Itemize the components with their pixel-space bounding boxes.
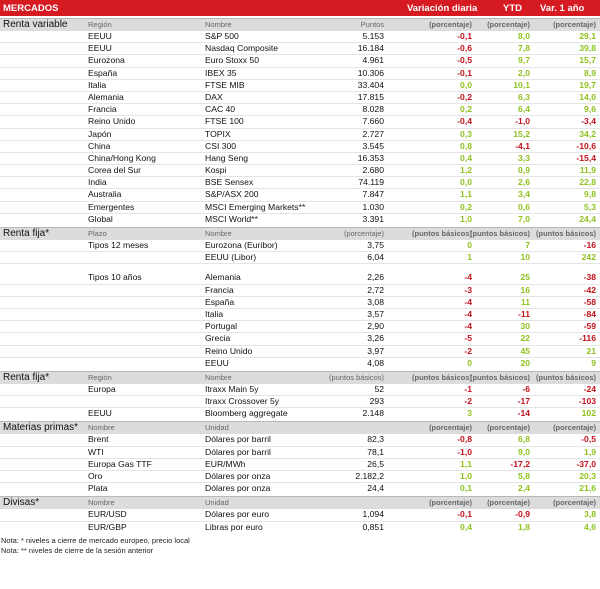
table-cell: 3.545 xyxy=(362,140,384,151)
section-renta-fija-credito xyxy=(0,371,600,420)
table-cell: 10.306 xyxy=(357,67,384,78)
table-cell: Bloomberg aggregate xyxy=(205,408,288,419)
table-cell: 0,1 xyxy=(460,483,472,494)
table-row xyxy=(0,285,600,297)
table-cell: 20,3 xyxy=(579,471,596,481)
table-cell: Libras por euro xyxy=(205,521,263,532)
table-row xyxy=(0,153,600,165)
table-cell: India xyxy=(88,177,107,188)
table-cell: 45 xyxy=(520,345,530,356)
table-cell: 22 xyxy=(520,333,530,344)
table-cell: 0,8 xyxy=(460,140,472,151)
page-title: MERCADOS xyxy=(3,3,59,14)
table-cell: 14,0 xyxy=(579,91,596,102)
table-cell: Australia xyxy=(88,189,122,200)
column-header: (porcentaje) xyxy=(343,229,384,238)
table-cell: 3,4 xyxy=(518,189,530,200)
table-cell: España xyxy=(88,67,118,78)
table-cell: EEUU xyxy=(88,43,112,54)
table-cell: 1,2 xyxy=(460,165,472,176)
table-cell: 15,2 xyxy=(513,128,530,139)
table-cell: 22,8 xyxy=(579,177,596,188)
table-cell: -0,9 xyxy=(515,509,530,520)
table-cell: 4.961 xyxy=(362,55,384,66)
table-cell: 5.153 xyxy=(362,31,384,41)
table-cell: Plata xyxy=(88,483,108,494)
table-cell: EUR/MWh xyxy=(205,458,246,469)
table-cell: CSI 300 xyxy=(205,140,237,151)
table-cell: 4,08 xyxy=(367,357,384,368)
table-cell: China xyxy=(88,140,111,151)
table-cell: 16.353 xyxy=(357,152,384,163)
table-cell: 1,0 xyxy=(460,213,472,224)
table-row xyxy=(0,43,600,55)
table-cell: -4 xyxy=(464,321,472,332)
table-cell: 102 xyxy=(581,408,596,419)
table-cell: Global xyxy=(88,213,113,224)
table-row xyxy=(0,483,600,494)
column-header: Nombre xyxy=(205,372,232,382)
table-cell: 6,04 xyxy=(367,252,384,263)
table-cell: 16 xyxy=(520,284,530,295)
table-cell: -24 xyxy=(583,383,596,394)
table-cell: 26,5 xyxy=(367,458,384,469)
column-header: Región xyxy=(88,20,112,29)
table-row xyxy=(0,408,600,419)
table-cell: 74.119 xyxy=(358,177,384,188)
title-bar xyxy=(0,0,600,16)
table-cell: -1 xyxy=(464,383,472,394)
table-cell: Oro xyxy=(88,471,103,481)
table-cell: 3 xyxy=(467,408,472,419)
table-cell: 33.404 xyxy=(357,79,384,90)
table-cell: 30 xyxy=(520,321,530,332)
table-cell: FTSE MIB xyxy=(205,79,245,90)
table-cell: Tipos 12 meses xyxy=(88,240,149,250)
table-cell: -0,2 xyxy=(457,91,472,102)
table-row xyxy=(0,202,600,214)
table-cell: 9,6 xyxy=(584,104,596,115)
table-cell: 0,4 xyxy=(460,152,472,163)
table-cell: 3.391 xyxy=(362,213,384,224)
table-cell: 9,8 xyxy=(584,189,596,200)
table-cell: -0,5 xyxy=(581,434,596,445)
table-cell: Japón xyxy=(88,128,112,139)
table-cell: -37,0 xyxy=(576,458,596,469)
column-header: Nombre xyxy=(88,498,115,508)
table-cell: Dólares por euro xyxy=(205,509,270,520)
table-cell: -3 xyxy=(464,284,472,295)
table-cell: -59 xyxy=(583,321,596,332)
table-cell: 3,97 xyxy=(367,345,384,356)
table-cell: 9 xyxy=(591,357,596,368)
table-cell: EEUU xyxy=(88,408,112,419)
table-cell: MSCI World** xyxy=(205,213,258,224)
table-cell: 1,1 xyxy=(460,189,472,200)
column-header: (porcentaje) xyxy=(553,20,596,29)
column-header: Nombre xyxy=(205,229,232,238)
table-cell: Europa xyxy=(88,383,116,394)
table-cell: Itraxx Crossover 5y xyxy=(205,396,280,407)
table-row xyxy=(0,384,600,396)
table-cell: EUR/GBP xyxy=(88,521,127,532)
table-cell: -84 xyxy=(583,308,596,319)
table-cell: 0,6 xyxy=(518,201,530,212)
table-row xyxy=(0,80,600,92)
table-cell: Europa Gas TTF xyxy=(88,458,152,469)
table-cell: -0,1 xyxy=(457,67,472,78)
section-title: Materias primas* xyxy=(3,422,79,434)
footnotes xyxy=(0,536,600,556)
table-cell: MSCI Emerging Markets** xyxy=(205,201,306,212)
table-cell: -3,4 xyxy=(581,116,596,127)
table-cell: 10,1 xyxy=(513,79,530,90)
table-row xyxy=(0,272,600,284)
table-cell: 1,1 xyxy=(460,458,472,469)
table-cell: Dólares por onza xyxy=(205,471,271,481)
column-header: (puntos básicos) xyxy=(328,372,384,382)
table-row xyxy=(0,333,600,345)
table-row xyxy=(0,471,600,483)
column-header: (porcentaje) xyxy=(553,423,596,433)
table-cell: -15,4 xyxy=(576,152,596,163)
section-header xyxy=(0,371,600,384)
table-cell: Brent xyxy=(88,434,109,445)
table-cell: 8,0 xyxy=(518,31,530,41)
table-cell: Nasdaq Composite xyxy=(205,43,279,54)
column-header: Región xyxy=(88,372,112,382)
table-cell: -116 xyxy=(579,333,596,344)
column-header: Plazo xyxy=(88,229,107,238)
table-cell: China/Hong Kong xyxy=(88,152,156,163)
table-cell: 1,9 xyxy=(584,446,596,457)
table-cell: Portugal xyxy=(205,321,238,332)
table-cell: -0,8 xyxy=(457,434,472,445)
column-header: (puntos básicos) xyxy=(469,229,530,238)
table-cell: EUR/USD xyxy=(88,509,127,520)
table-cell: Italia xyxy=(88,79,107,90)
column-header: Unidad xyxy=(205,498,229,508)
table-cell: 0,0 xyxy=(460,79,472,90)
footnote: Nota: ** niveles de cierre de la sesión anterior xyxy=(1,545,154,555)
table-cell: -2 xyxy=(464,345,472,356)
table-cell: Hang Seng xyxy=(205,152,249,163)
table-cell: -10,6 xyxy=(576,140,596,151)
table-cell: Dólares por onza xyxy=(205,483,271,494)
table-cell: Kospi xyxy=(205,165,227,176)
table-cell: Italia xyxy=(205,308,224,319)
table-row xyxy=(0,240,600,252)
table-cell: 0,2 xyxy=(460,201,472,212)
section-header xyxy=(0,18,600,31)
column-header: (porcentaje) xyxy=(487,20,530,29)
table-cell: 0,3 xyxy=(460,128,472,139)
table-cell: 1,8 xyxy=(518,521,530,532)
column-header: (porcentaje) xyxy=(429,423,472,433)
row-gap xyxy=(0,264,600,272)
table-cell: 7.660 xyxy=(362,116,384,127)
table-cell: 6,8 xyxy=(518,434,530,445)
section-header xyxy=(0,496,600,509)
table-cell: EEUU xyxy=(205,357,229,368)
table-cell: 15,7 xyxy=(579,55,596,66)
table-row xyxy=(0,346,600,358)
column-header: (puntos básicos) xyxy=(469,372,530,382)
table-cell: 2,0 xyxy=(518,67,530,78)
table-row xyxy=(0,252,600,264)
table-cell: Dólares por barril xyxy=(205,446,271,457)
table-cell: 52 xyxy=(374,383,384,394)
table-cell: -16 xyxy=(583,240,596,250)
table-cell: 242 xyxy=(581,252,596,263)
table-cell: 1,0 xyxy=(460,471,472,481)
table-cell: -2 xyxy=(464,396,472,407)
table-cell: -0,1 xyxy=(457,509,472,520)
column-header: (porcentaje) xyxy=(487,498,530,508)
table-cell: Tipos 10 años xyxy=(88,272,142,283)
table-cell: -5 xyxy=(464,333,472,344)
table-row xyxy=(0,522,600,533)
table-cell: Francia xyxy=(205,284,234,295)
table-cell: España xyxy=(205,296,235,307)
table-cell: -0,1 xyxy=(457,31,472,41)
table-cell: -4 xyxy=(464,272,472,283)
table-cell: S&P/ASX 200 xyxy=(205,189,259,200)
table-cell: 3,57 xyxy=(367,308,384,319)
table-cell: 29,1 xyxy=(579,31,596,41)
table-cell: 20 xyxy=(520,357,530,368)
table-row xyxy=(0,189,600,201)
table-cell: 0,851 xyxy=(362,521,384,532)
table-cell: 21,6 xyxy=(579,483,596,494)
table-cell: FTSE 100 xyxy=(205,116,244,127)
table-cell: 16.184 xyxy=(357,43,384,54)
table-cell: 2,26 xyxy=(367,272,384,283)
table-cell: -4 xyxy=(464,308,472,319)
column-header: (puntos básicos) xyxy=(411,229,472,238)
table-cell: 2.148 xyxy=(362,408,384,419)
section-divisas xyxy=(0,496,600,532)
table-row xyxy=(0,297,600,309)
table-cell: Alemania xyxy=(205,272,241,283)
column-header: Unidad xyxy=(205,423,229,433)
column-header: (porcentaje) xyxy=(429,20,472,29)
table-cell: 24,4 xyxy=(367,483,384,494)
table-row xyxy=(0,68,600,80)
col-year-header: Var. 1 año xyxy=(540,3,585,14)
table-cell: -1,0 xyxy=(457,446,472,457)
column-header: (porcentaje) xyxy=(429,498,472,508)
table-cell: 0,2 xyxy=(460,104,472,115)
section-renta-fija xyxy=(0,227,600,369)
section-title: Renta variable xyxy=(3,19,68,30)
table-cell: 21 xyxy=(586,345,596,356)
section-renta-variable xyxy=(0,18,600,225)
table-cell: Euro Stoxx 50 xyxy=(205,55,259,66)
table-cell: Francia xyxy=(88,104,117,115)
column-header: Puntos xyxy=(360,20,384,29)
column-header: Nombre xyxy=(205,20,232,29)
table-cell: -42 xyxy=(583,284,596,295)
column-header: (puntos básicos) xyxy=(535,372,596,382)
table-cell: 0 xyxy=(467,240,472,250)
table-cell: -0,4 xyxy=(457,116,472,127)
table-cell: Emergentes xyxy=(88,201,135,212)
table-cell: 7,0 xyxy=(518,213,530,224)
table-cell: 2,6 xyxy=(518,177,530,188)
col-daily-header: Variación diaria xyxy=(407,3,478,14)
table-cell: 11 xyxy=(520,296,530,307)
table-row xyxy=(0,141,600,153)
table-cell: -14 xyxy=(517,408,530,419)
table-cell: 3,75 xyxy=(367,240,384,250)
table-cell: 82,3 xyxy=(367,434,384,445)
footnote: Nota: * niveles a cierre de mercado europeo, precio local xyxy=(1,535,190,545)
table-cell: 34,2 xyxy=(579,128,596,139)
section-title: Renta fija* xyxy=(3,228,50,239)
table-cell: Reino Unido xyxy=(88,116,136,127)
table-cell: 3,3 xyxy=(518,152,530,163)
table-cell: Alemania xyxy=(88,91,124,102)
table-cell: TOPIX xyxy=(205,128,231,139)
table-cell: 4,6 xyxy=(584,521,596,532)
table-cell: 6,4 xyxy=(518,104,530,115)
column-header: Nombre xyxy=(88,423,115,433)
table-row xyxy=(0,55,600,67)
table-row xyxy=(0,447,600,459)
table-cell: Dólares por barril xyxy=(205,434,271,445)
table-row xyxy=(0,177,600,189)
table-cell: 2,90 xyxy=(367,321,384,332)
column-header: (puntos básicos) xyxy=(535,229,596,238)
table-cell: S&P 500 xyxy=(205,31,239,41)
table-cell: 7.847 xyxy=(362,189,384,200)
table-row xyxy=(0,31,600,43)
section-header xyxy=(0,227,600,240)
table-cell: BSE Sensex xyxy=(205,177,254,188)
table-cell: 5,8 xyxy=(518,471,530,481)
table-cell: 6,3 xyxy=(518,91,530,102)
table-cell: 1.030 xyxy=(362,201,384,212)
table-cell: -11 xyxy=(518,308,530,319)
table-cell: 3,8 xyxy=(584,509,596,520)
table-cell: -17 xyxy=(517,396,530,407)
table-row xyxy=(0,116,600,128)
table-cell: 293 xyxy=(369,396,384,407)
table-cell: 1,094 xyxy=(362,509,384,520)
table-cell: 11,9 xyxy=(579,165,596,176)
table-cell: 0,9 xyxy=(518,165,530,176)
table-cell: CAC 40 xyxy=(205,104,236,115)
column-header: (puntos básicos) xyxy=(411,372,472,382)
table-row xyxy=(0,358,600,369)
table-cell: -4 xyxy=(464,296,472,307)
table-cell: 2.727 xyxy=(362,128,384,139)
table-cell: 0 xyxy=(467,357,472,368)
table-cell: 78,1 xyxy=(367,446,384,457)
col-ytd-header: YTD xyxy=(503,3,522,14)
table-cell: 8,9 xyxy=(584,67,596,78)
table-cell: 7,8 xyxy=(518,43,530,54)
table-cell: -17,2 xyxy=(510,458,530,469)
table-cell: -103 xyxy=(578,396,596,407)
table-cell: -1,0 xyxy=(515,116,530,127)
table-row xyxy=(0,309,600,321)
table-cell: 0,0 xyxy=(460,177,472,188)
table-row xyxy=(0,509,600,521)
table-cell: EEUU (Libor) xyxy=(205,252,257,263)
section-header xyxy=(0,421,600,434)
table-cell: IBEX 35 xyxy=(205,67,237,78)
table-cell: WTI xyxy=(88,446,104,457)
table-cell: -0,6 xyxy=(457,43,472,54)
table-cell: 2.182,2 xyxy=(355,471,384,481)
table-cell: 3,08 xyxy=(367,296,384,307)
table-cell: Grecia xyxy=(205,333,231,344)
table-cell: 2,4 xyxy=(518,483,530,494)
table-cell: EEUU xyxy=(88,31,112,41)
table-cell: 0,4 xyxy=(460,521,472,532)
table-row xyxy=(0,104,600,116)
column-header: (porcentaje) xyxy=(487,423,530,433)
table-cell: 2.680 xyxy=(362,165,384,176)
table-cell: 9,0 xyxy=(518,446,530,457)
table-cell: Itraxx Main 5y xyxy=(205,383,259,394)
table-cell: Corea del Sur xyxy=(88,165,142,176)
table-cell: -0,5 xyxy=(457,55,472,66)
table-cell: Eurozona (Euribor) xyxy=(205,240,278,250)
table-cell: -38 xyxy=(583,272,596,283)
section-materias-primas xyxy=(0,421,600,494)
table-row xyxy=(0,165,600,177)
table-cell: Reino Unido xyxy=(205,345,253,356)
table-cell: 1 xyxy=(467,252,472,263)
table-row xyxy=(0,129,600,141)
table-cell: 5,3 xyxy=(584,201,596,212)
table-cell: 25 xyxy=(520,272,530,283)
column-header: (porcentaje) xyxy=(553,498,596,508)
table-row xyxy=(0,396,600,408)
table-cell: 7 xyxy=(525,240,530,250)
table-row xyxy=(0,434,600,446)
table-row xyxy=(0,321,600,333)
table-cell: 2,72 xyxy=(367,284,384,295)
table-cell: DAX xyxy=(205,91,223,102)
table-cell: 3,26 xyxy=(367,333,384,344)
table-cell: 17.815 xyxy=(357,91,384,102)
table-cell: Eurozona xyxy=(88,55,125,66)
table-row xyxy=(0,459,600,471)
table-cell: 9,7 xyxy=(518,55,530,66)
table-cell: -4,1 xyxy=(515,140,530,151)
section-title: Renta fija* xyxy=(3,371,50,383)
table-cell: -58 xyxy=(583,296,596,307)
table-cell: 19,7 xyxy=(579,79,596,90)
table-row xyxy=(0,214,600,225)
table-cell: 8.028 xyxy=(362,104,384,115)
table-cell: 24,4 xyxy=(579,213,596,224)
table-row xyxy=(0,92,600,104)
table-cell: -6 xyxy=(522,383,530,394)
section-title: Divisas* xyxy=(3,497,40,509)
table-cell: 39,8 xyxy=(579,43,596,54)
table-cell: 10 xyxy=(520,252,530,263)
